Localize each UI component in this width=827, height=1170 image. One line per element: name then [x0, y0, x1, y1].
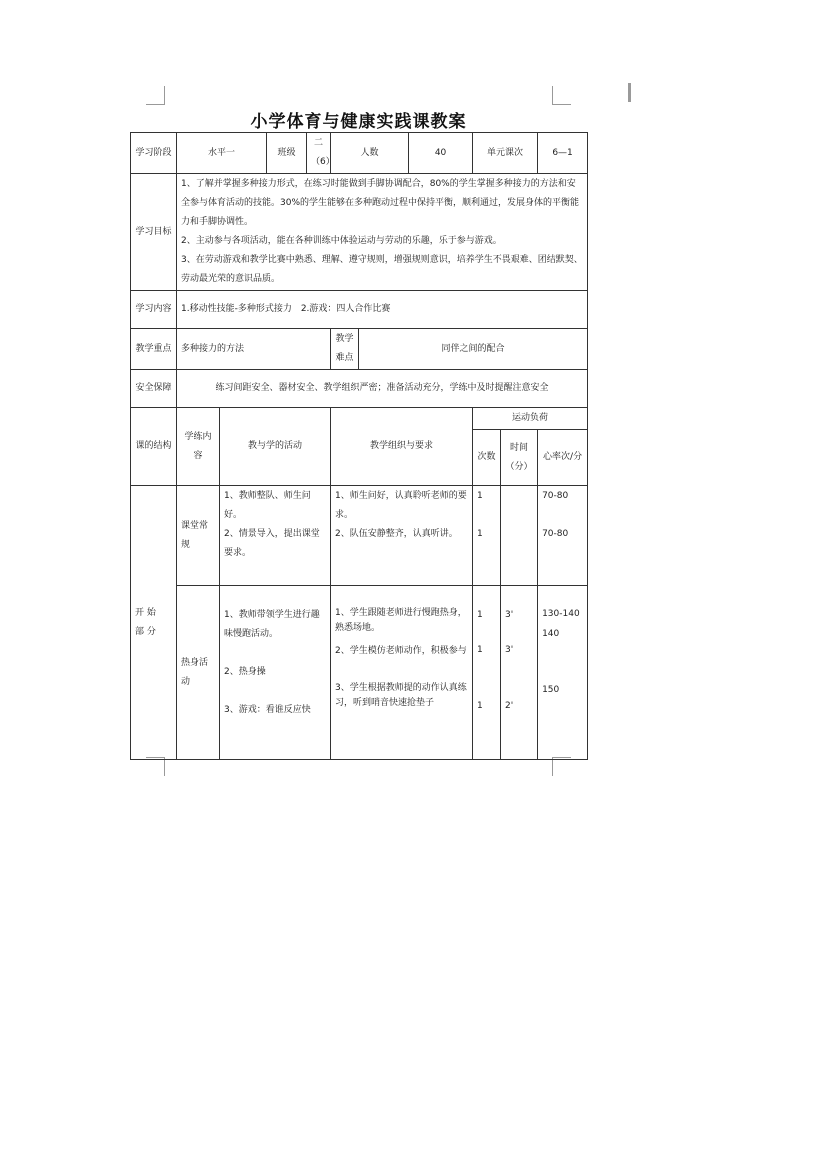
warmup-content: 热身活动 [177, 586, 220, 760]
warmup-times-item: 1 [477, 610, 483, 620]
difficulty-text: 同伴之间的配合 [359, 329, 588, 370]
routine-organization-item: 2、队伍安静整齐，认真听讲。 [335, 529, 458, 539]
column-header-row [131, 408, 588, 430]
lesson-plan-table [130, 132, 588, 760]
safety-label: 安全保障 [131, 370, 177, 408]
routine-heart-rate-item: 70-80 [542, 529, 569, 539]
warmup-heart-rate [538, 586, 588, 760]
class-label: 班级 [267, 133, 307, 174]
routine-times [473, 486, 501, 586]
page-title: 小学体育与健康实践课教案 [250, 112, 467, 132]
routine-row [131, 486, 588, 586]
warmup-activities [220, 586, 331, 760]
routine-heart-rate-item: 70-80 [542, 491, 569, 501]
page-corner-top-left [146, 86, 165, 105]
count-value: 40 [409, 133, 473, 174]
routine-activity: 1、教师整队、师生问好。 [224, 491, 311, 520]
warmup-organization [331, 586, 473, 760]
safety-text: 练习间距安全、器材安全、教学组织严密；准备活动充分，学练中及时提醒注意安全 [177, 370, 588, 408]
page-corner-top-right [552, 86, 571, 105]
warmup-activity: 3、游戏：看谁反应快 [224, 705, 311, 715]
warmup-duration-item: 3' [505, 610, 514, 620]
col-organization: 教学组织与要求 [331, 408, 473, 486]
stage-label: 学习阶段 [131, 133, 177, 174]
col-duration: 时间（分） [501, 430, 538, 486]
routine-duration [501, 486, 538, 586]
safety-row [131, 370, 588, 408]
content-text: 1.移动性技能-多种形式接力 2.游戏：四人合作比赛 [177, 291, 588, 329]
header-row [131, 133, 588, 174]
warmup-heart-rate-item: 140 [542, 629, 560, 639]
routine-organization-item: 1、师生问好，认真聆听老师的要求。 [335, 491, 467, 520]
col-times: 次数 [473, 430, 501, 486]
count-label: 人数 [331, 133, 409, 174]
warmup-organization-item: 1、学生跟随老师进行慢跑热身，熟悉场地。 [335, 608, 467, 633]
difficulty-label: 教学难点 [331, 329, 359, 370]
col-structure: 课的结构 [131, 408, 177, 486]
warmup-duration [501, 586, 538, 760]
warmup-duration-item: 2' [505, 701, 514, 711]
routine-times-item: 1 [477, 491, 483, 501]
warmup-heart-rate-item: 150 [542, 685, 560, 695]
stage-value: 水平一 [177, 133, 267, 174]
key-points-label: 教学重点 [131, 329, 177, 370]
routine-content: 课堂常规 [177, 486, 220, 586]
content-row [131, 291, 588, 329]
warmup-activity: 2、热身操 [224, 667, 266, 677]
routine-times-item: 1 [477, 529, 483, 539]
col-heart-rate: 心率次/分 [538, 430, 588, 486]
col-content: 学练内容 [177, 408, 220, 486]
routine-activities [220, 486, 331, 586]
warmup-times-item: 1 [477, 701, 483, 711]
objectives-text: 1、了解并掌握多种接力形式，在练习时能做到手脚协调配合，80%的学生掌握多种接力的方法和安全参与体育活动的技能。30%的学生能够在多种跑动过程中保持平衡，顺利通过，发展身体的平衡能力和手脚协调性。 2、主动参与各项活动，能在各种训练中体验运动与劳动的乐趣，乐于参与游戏。 3、在劳动游戏和教学比赛中熟悉、理解、遵守规则，增强规则意识，培养学生不畏艰难、团结默契、劳动最光荣的意识品质。 [177, 174, 588, 291]
warmup-organization-item: 2、学生模仿老师动作，积极参与 [335, 646, 467, 656]
warmup-row [131, 586, 588, 760]
unit-label: 单元课次 [473, 133, 538, 174]
routine-heart-rate [538, 486, 588, 586]
col-load: 运动负荷 [473, 408, 588, 430]
warmup-times [473, 586, 501, 760]
objectives-label: 学习目标 [131, 174, 177, 291]
routine-organization [331, 486, 473, 586]
key-points-text: 多种接力的方法 [177, 329, 331, 370]
routine-activity: 2、情景导入，提出课堂要求。 [224, 529, 320, 558]
objectives-row [131, 174, 588, 291]
class-value: 二（6） [307, 133, 331, 174]
warmup-heart-rate-item: 130-140 [542, 609, 580, 619]
key-points-row [131, 329, 588, 370]
warmup-activity: 1、教师带领学生进行趣味慢跑活动。 [224, 610, 320, 639]
warmup-duration-item: 3' [505, 645, 514, 655]
warmup-organization-item: 3、学生根据教师提的动作认真练习，听到哨音快速抢垫子 [335, 683, 467, 708]
unit-value: 6—1 [538, 133, 588, 174]
content-label: 学习内容 [131, 291, 177, 329]
col-activities: 教与学的活动 [220, 408, 331, 486]
warmup-times-item: 1 [477, 645, 483, 655]
text-cursor-bar [628, 83, 631, 102]
start-section-label: 开 始 部 分 [131, 486, 177, 760]
